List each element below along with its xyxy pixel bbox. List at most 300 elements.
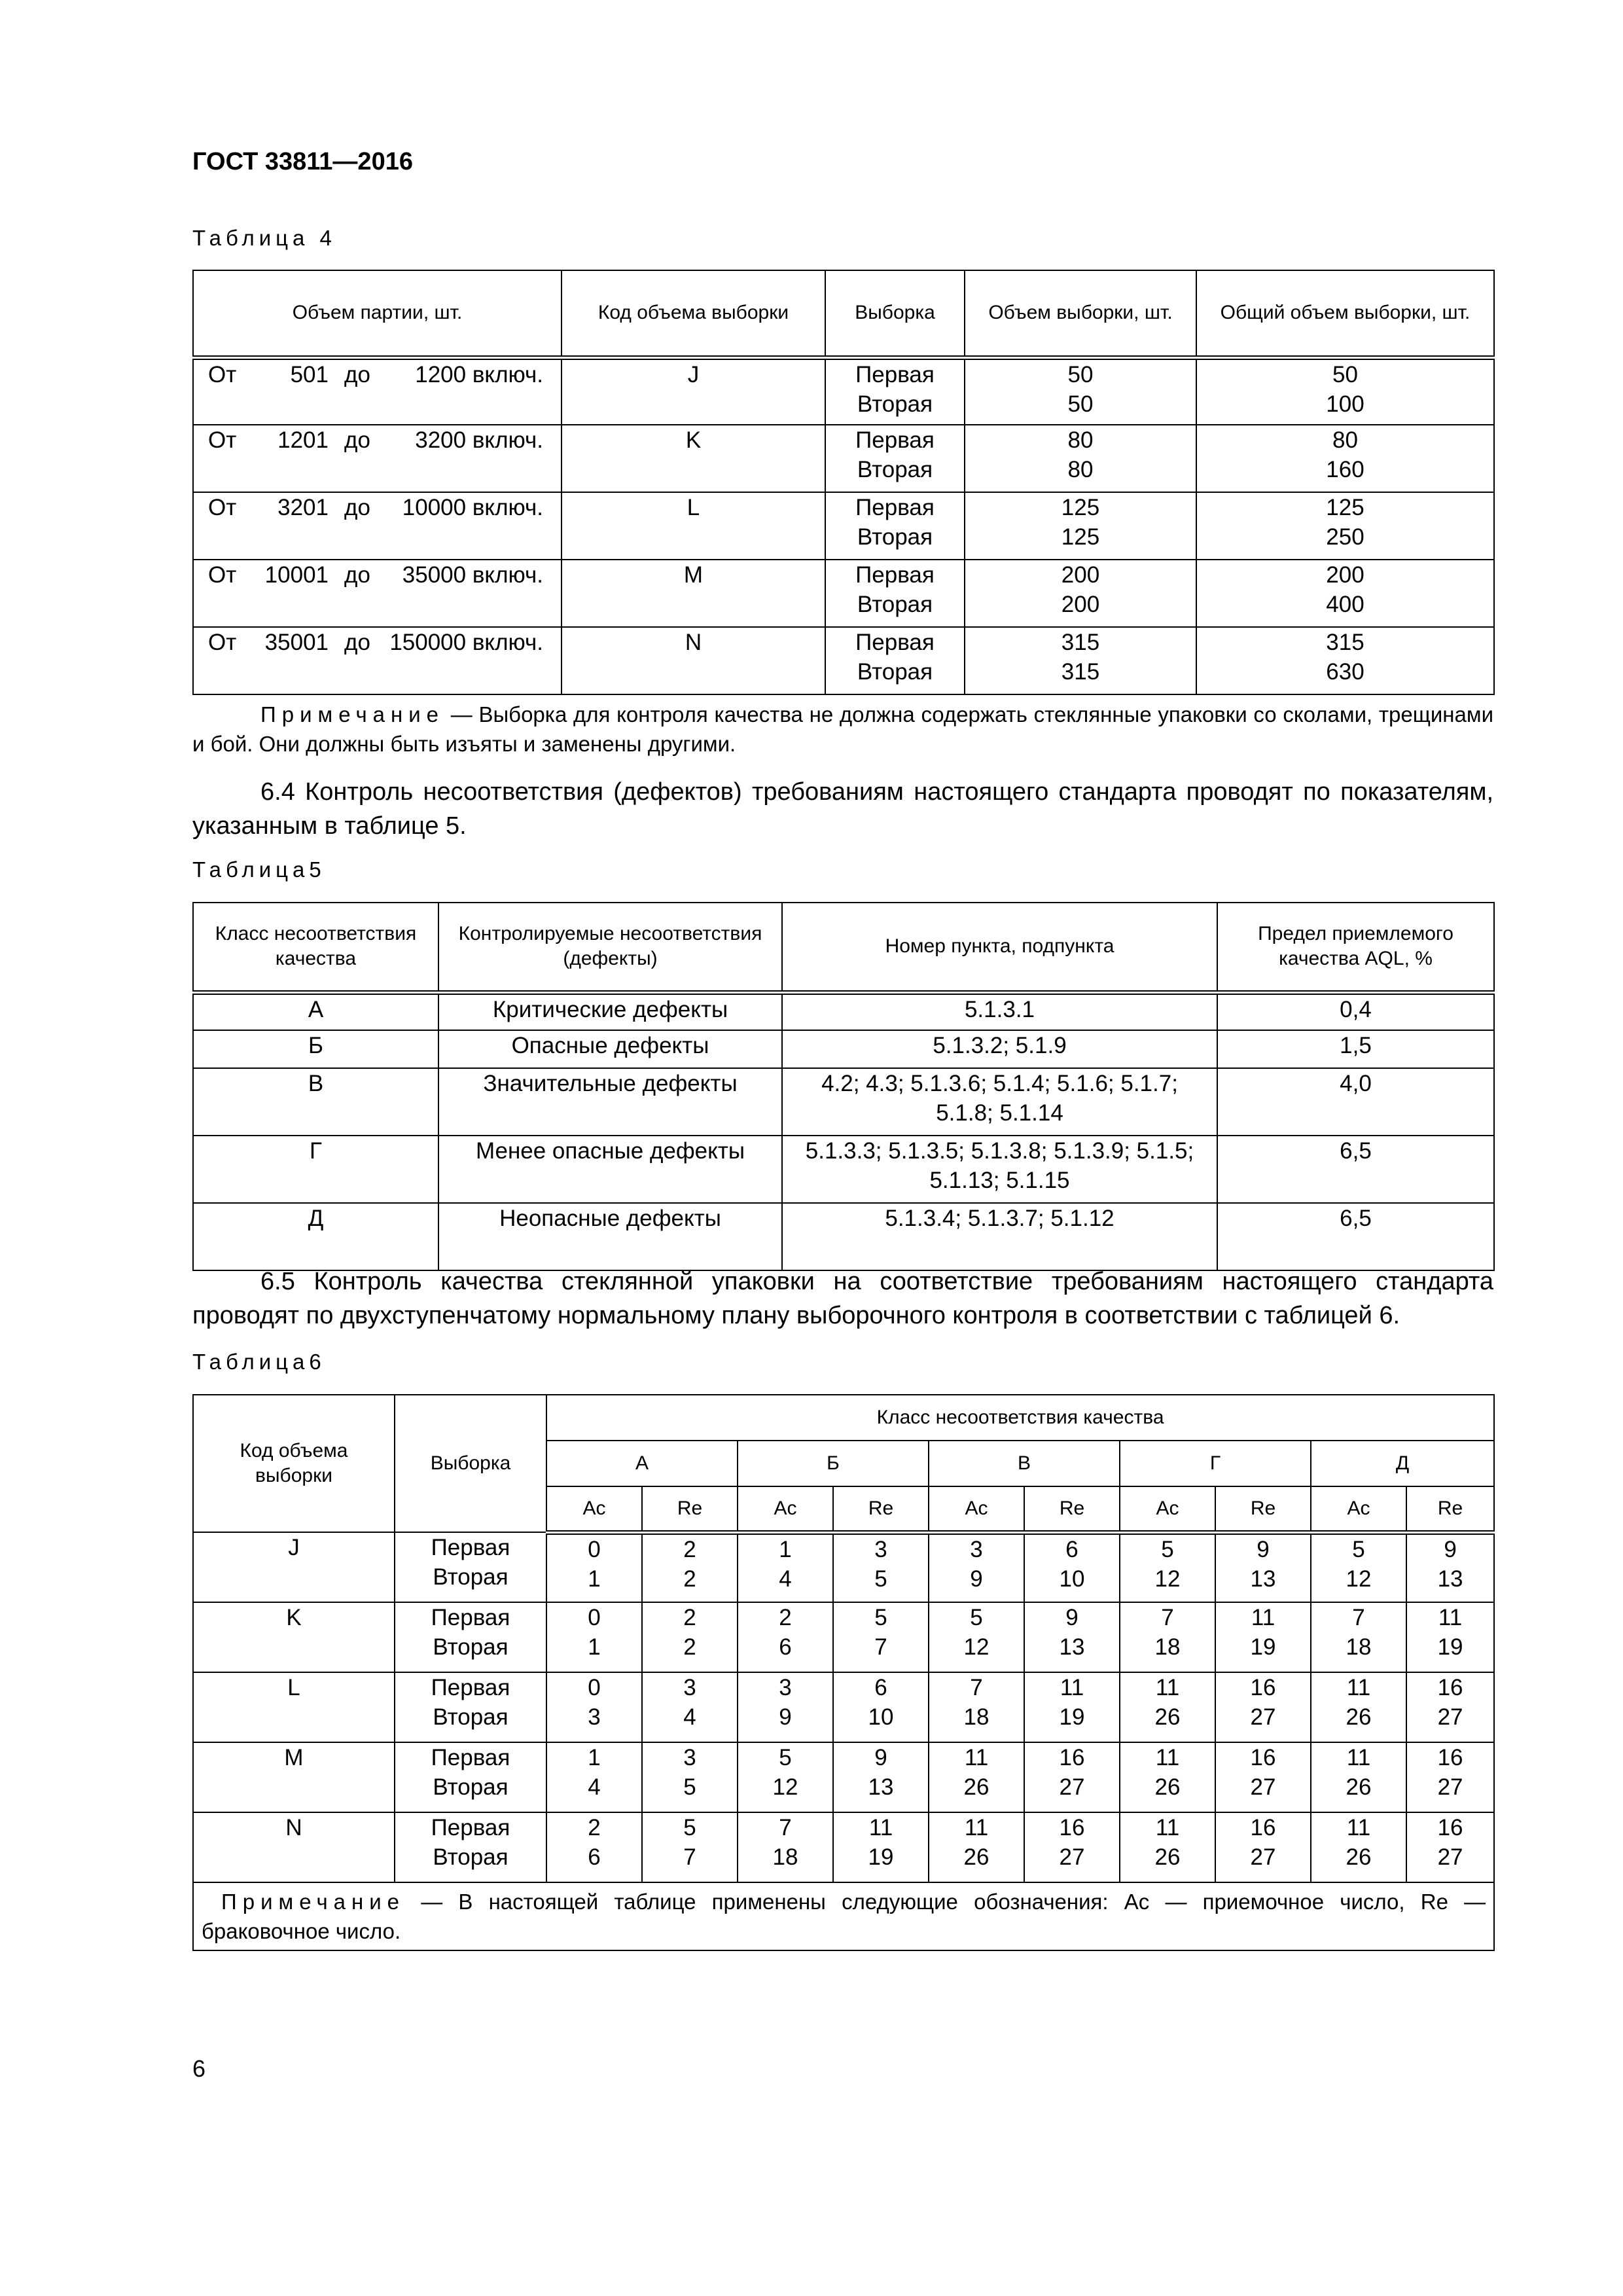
table6-re-header: Re — [642, 1486, 738, 1532]
table5-row — [193, 1136, 1494, 1203]
table6-value-second: 27 — [1437, 1844, 1463, 1870]
table4-sample-second: Вторая — [857, 659, 933, 685]
table4-total-size-first: 125 — [1326, 495, 1364, 520]
table6-class-header: Д — [1311, 1441, 1494, 1486]
table5-aql: 0,4 — [1217, 992, 1494, 1030]
table6-value-first: 3 — [970, 1536, 983, 1562]
table4-sample-size-first: 50 — [1067, 361, 1094, 387]
table4-sample — [825, 492, 965, 560]
table4-sample-size-second: 80 — [1067, 457, 1094, 482]
table6-ac-cell — [546, 1532, 642, 1602]
table6-value-first: 16 — [1250, 1815, 1276, 1840]
table6-value-first: 3 — [779, 1675, 792, 1700]
table6-re-cell — [1406, 1812, 1494, 1882]
table6-value-second: 26 — [1346, 1704, 1372, 1730]
table4-row — [193, 425, 1494, 492]
table6-re-cell — [833, 1672, 929, 1742]
table6-ac-header: Ac — [1120, 1486, 1215, 1532]
table6-sample-second: Вторая — [433, 1844, 508, 1870]
table6-value-first: 16 — [1437, 1815, 1463, 1840]
table6-ac-cell — [1311, 1812, 1406, 1882]
table4-col-sample-size: Объем выборки, шт. — [965, 270, 1196, 357]
table6-value-second: 12 — [963, 1634, 990, 1660]
table6-value-first: 2 — [588, 1815, 601, 1840]
table6-value-first: 11 — [1438, 1605, 1463, 1630]
table4-sample-size-first: 125 — [1061, 495, 1100, 520]
table4-total-size — [1196, 425, 1494, 492]
range-end: 10000 включ. — [402, 495, 543, 520]
table5-col-defects: Контролируемые несоответствия (дефекты) — [438, 903, 782, 992]
table4-total-size-second: 400 — [1326, 592, 1364, 617]
table6-value-second: 27 — [1437, 1704, 1463, 1730]
table6-re-cell — [1406, 1672, 1494, 1742]
table6-value-first: 16 — [1437, 1745, 1463, 1770]
table6-re-cell — [833, 1602, 929, 1672]
table6-value-second: 13 — [868, 1774, 894, 1800]
table4-lot-range — [193, 357, 562, 425]
table6-value-first: 5 — [1161, 1536, 1174, 1562]
table4-sample-first: Первая — [855, 630, 935, 655]
table6-value-second: 19 — [1437, 1634, 1463, 1660]
table4-sample-first: Первая — [855, 427, 935, 453]
table6-value-first: 9 — [874, 1745, 887, 1770]
table6-value-first: 7 — [1161, 1605, 1174, 1630]
table6-value-second: 1 — [588, 1566, 601, 1592]
table6-re-cell — [1406, 1602, 1494, 1672]
table6-value-second: 18 — [963, 1704, 990, 1730]
table6-sample-second: Вторая — [433, 1564, 508, 1590]
table4-total-size-first: 80 — [1332, 427, 1358, 453]
table4-total-size-second: 160 — [1326, 457, 1364, 482]
table5-col-items: Номер пункта, подпункта — [782, 903, 1217, 992]
table4-sample-second: Вторая — [857, 457, 933, 482]
table4-row — [193, 492, 1494, 560]
table5-aql: 6,5 — [1217, 1203, 1494, 1270]
table6-value-second: 27 — [1059, 1774, 1085, 1800]
table6-ac-cell — [1120, 1532, 1215, 1602]
table6-value-first: 5 — [779, 1745, 792, 1770]
range-to-word: до — [344, 495, 370, 520]
table6-value-first: 7 — [1352, 1605, 1365, 1630]
table6-sample — [395, 1532, 546, 1602]
document-header: ГОСТ 33811—2016 — [192, 148, 413, 175]
table6-ac-header: Ac — [546, 1486, 642, 1532]
table6-value-first: 3 — [683, 1675, 696, 1700]
table5-col-aql: Предел приемлемого качества AQL, % — [1217, 903, 1494, 992]
table6-value-second: 26 — [963, 1774, 990, 1800]
table6-value-second: 5 — [874, 1566, 887, 1592]
table6-re-cell — [1215, 1532, 1311, 1602]
table6-sample — [395, 1812, 546, 1882]
table6-value-second: 7 — [683, 1844, 696, 1870]
table6-value-first: 11 — [1155, 1815, 1180, 1840]
table5-defect: Критические дефекты — [438, 992, 782, 1030]
table5-class: Г — [193, 1136, 438, 1203]
table6-sample — [395, 1672, 546, 1742]
table4-lot-range — [193, 492, 562, 560]
table4-note-label: Примечание — [260, 702, 445, 726]
table4-total-size — [1196, 560, 1494, 627]
table5-items: 5.1.3.3; 5.1.3.5; 5.1.3.8; 5.1.3.9; 5.1.5; 5.1.13; 5.1.15 — [782, 1136, 1217, 1203]
range-end: 150000 включ. — [389, 630, 543, 655]
table4 — [192, 270, 1495, 695]
table6-value-second: 6 — [779, 1634, 792, 1660]
table6-row — [193, 1672, 1494, 1742]
table6-re-cell — [1024, 1532, 1120, 1602]
table5-class: Б — [193, 1030, 438, 1068]
table6-ac-cell — [929, 1672, 1024, 1742]
table5-aql: 1,5 — [1217, 1030, 1494, 1068]
table4-sample-first: Первая — [855, 495, 935, 520]
table6-sample-first: Первая — [431, 1605, 510, 1630]
table4-total-size-first: 50 — [1332, 361, 1358, 387]
table6-sample-second: Вторая — [433, 1774, 508, 1800]
table6-class-header: А — [546, 1441, 738, 1486]
table5-aql: 4,0 — [1217, 1068, 1494, 1136]
table6-value-first: 11 — [1346, 1675, 1371, 1700]
table6-value-second: 19 — [1059, 1704, 1085, 1730]
table6-value-second: 13 — [1437, 1566, 1463, 1592]
table4-sample-size — [965, 492, 1196, 560]
table6-value-first: 1 — [779, 1536, 792, 1562]
table6-value-first: 11 — [1155, 1675, 1180, 1700]
table6-value-first: 11 — [964, 1745, 989, 1770]
paragraph-6-5: 6.5 Контроль качества стеклянной упаковки на соответствие требованиям настоящего стандарта проводят по двухступенчатому нормальному плану выборочного контроля в соответствии с таблицей 6. — [192, 1268, 1493, 1329]
table4-sample-size — [965, 627, 1196, 694]
table6-value-second: 4 — [588, 1774, 601, 1800]
table4-sample-second: Вторая — [857, 391, 933, 417]
table6-value-first: 11 — [1346, 1815, 1371, 1840]
table6-ac-cell — [1311, 1742, 1406, 1812]
table6-re-cell — [642, 1812, 738, 1882]
table6-value-first: 5 — [970, 1605, 983, 1630]
table6-ac-cell — [929, 1812, 1024, 1882]
table6-value-second: 6 — [588, 1844, 601, 1870]
table5-class: А — [193, 992, 438, 1030]
table6-ac-cell — [929, 1532, 1024, 1602]
table6-value-first: 5 — [1352, 1536, 1365, 1562]
range-from-word: От — [208, 495, 237, 520]
table6-value-second: 1 — [588, 1634, 601, 1660]
table6-class-header: Б — [738, 1441, 929, 1486]
table6-ac-header: Ac — [1311, 1486, 1406, 1532]
table6-re-cell — [833, 1812, 929, 1882]
table6-note-text: — В настоящей таблице применены следующие обозначения: Ac — приемочное число, Re — браковочное число. — [202, 1890, 1486, 1943]
table6-re-cell — [833, 1532, 929, 1602]
table6-value-second: 9 — [970, 1566, 983, 1592]
table6-re-header: Re — [1406, 1486, 1494, 1532]
table6-value-second: 13 — [1250, 1566, 1276, 1592]
table6-re-cell — [1406, 1742, 1494, 1812]
table6-value-first: 11 — [1155, 1745, 1180, 1770]
table4-sample-second: Вторая — [857, 524, 933, 550]
table6-value-second: 27 — [1250, 1774, 1276, 1800]
table6-ac-cell — [1311, 1532, 1406, 1602]
table6-value-second: 26 — [1154, 1704, 1181, 1730]
table5-defect: Неопасные дефекты — [438, 1203, 782, 1270]
table4-col-total-size: Общий объем выборки, шт. — [1196, 270, 1494, 357]
range-to-word: до — [344, 427, 370, 453]
table6-value-first: 0 — [588, 1605, 601, 1630]
table4-total-size — [1196, 357, 1494, 425]
table4-lot-range — [193, 560, 562, 627]
table4-header-row — [193, 270, 1494, 357]
table6-re-cell — [642, 1602, 738, 1672]
table6-ac-cell — [738, 1672, 833, 1742]
table4-total-size — [1196, 627, 1494, 694]
table4-sample-size-second: 50 — [1067, 391, 1094, 417]
table4-sample-size-second: 125 — [1061, 524, 1100, 550]
table6-value-second: 13 — [1059, 1634, 1085, 1660]
table5-items: 5.1.3.1 — [782, 992, 1217, 1030]
table4-code: M — [562, 560, 825, 627]
table6-value-first: 9 — [1444, 1536, 1457, 1562]
table4-sample — [825, 425, 965, 492]
range-start: 3201 — [277, 495, 329, 520]
table4-total-size-first: 315 — [1326, 630, 1364, 655]
table6-value-second: 26 — [1154, 1844, 1181, 1870]
table5-class: В — [193, 1068, 438, 1136]
table6-note — [193, 1882, 1494, 1950]
table4-col-lot-size: Объем партии, шт. — [193, 270, 562, 357]
table5-items: 5.1.3.2; 5.1.9 — [782, 1030, 1217, 1068]
table4-sample-size — [965, 357, 1196, 425]
table6-row — [193, 1602, 1494, 1672]
table5-row — [193, 1068, 1494, 1136]
table6-header-row-1 — [193, 1395, 1494, 1441]
table6-ac-cell — [929, 1742, 1024, 1812]
table6-value-second: 26 — [1154, 1774, 1181, 1800]
table4-row — [193, 357, 1494, 425]
table6-row — [193, 1742, 1494, 1812]
table6-ac-cell — [546, 1672, 642, 1742]
table6-sample-first: Первая — [431, 1815, 510, 1840]
table6-note-label: Примечание — [221, 1890, 406, 1914]
table4-sample-first: Первая — [855, 361, 935, 387]
table4-caption: Таблица 4 — [192, 226, 336, 250]
table6-ac-cell — [1311, 1602, 1406, 1672]
table5-aql: 6,5 — [1217, 1136, 1494, 1203]
table6-value-first: 11 — [1251, 1605, 1275, 1630]
table6-value-first: 6 — [1065, 1536, 1079, 1562]
table6-value-first: 2 — [779, 1605, 792, 1630]
table4-col-code: Код объема выборки — [562, 270, 825, 357]
table6-ac-cell — [1120, 1672, 1215, 1742]
range-start: 501 — [290, 361, 329, 387]
table5-row — [193, 1030, 1494, 1068]
table6-value-second: 4 — [683, 1704, 696, 1730]
table6-value-first: 0 — [588, 1675, 601, 1700]
table6-re-cell — [1215, 1742, 1311, 1812]
table6-value-second: 12 — [1346, 1566, 1372, 1592]
table6-sample-second: Вторая — [433, 1634, 508, 1660]
table6-value-first: 16 — [1059, 1745, 1085, 1770]
table6-value-first: 7 — [779, 1815, 792, 1840]
table6-sample-first: Первая — [431, 1745, 510, 1770]
table6-value-first: 2 — [683, 1605, 696, 1630]
table6-code: K — [193, 1602, 395, 1672]
table6-sample — [395, 1742, 546, 1812]
table4-sample — [825, 357, 965, 425]
table5-row — [193, 992, 1494, 1030]
table4-sample-size — [965, 560, 1196, 627]
table4-sample — [825, 627, 965, 694]
table4-sample-size-second: 315 — [1061, 659, 1100, 685]
table6-value-first: 16 — [1250, 1745, 1276, 1770]
table4-col-sample: Выборка — [825, 270, 965, 357]
table4-sample-size-first: 315 — [1061, 630, 1100, 655]
table6-value-first: 11 — [868, 1815, 893, 1840]
table6-sample-first: Первая — [431, 1535, 510, 1560]
table5-items: 5.1.3.4; 5.1.3.7; 5.1.12 — [782, 1203, 1217, 1270]
table6-code: L — [193, 1672, 395, 1742]
range-to-word: до — [344, 630, 370, 655]
paragraph-6-4: 6.4 Контроль несоответствия (дефектов) требованиям настоящего стандарта проводят по показателям, указанным в таблице 5. — [192, 778, 1493, 840]
table4-total-size-second: 100 — [1326, 391, 1364, 417]
table5-defect: Значительные дефекты — [438, 1068, 782, 1136]
table6-re-cell — [642, 1672, 738, 1742]
range-end: 1200 включ. — [415, 361, 543, 387]
table6-ac-cell — [738, 1532, 833, 1602]
table6-value-second: 26 — [1346, 1844, 1372, 1870]
table4-code: N — [562, 627, 825, 694]
table6-value-first: 5 — [874, 1605, 887, 1630]
table6-col-sample: Выборка — [395, 1395, 546, 1532]
table6-ac-cell — [929, 1602, 1024, 1672]
table5-caption: Таблица5 — [192, 857, 326, 882]
range-from-word: От — [208, 630, 237, 655]
table6-value-first: 7 — [970, 1675, 983, 1700]
table6-value-first: 0 — [588, 1536, 601, 1562]
table6-code: J — [193, 1532, 395, 1602]
range-from-word: От — [208, 562, 237, 588]
table6-ac-cell — [1120, 1602, 1215, 1672]
table6-ac-cell — [738, 1602, 833, 1672]
table4-sample — [825, 560, 965, 627]
table6-value-second: 4 — [779, 1566, 792, 1592]
table6-re-cell — [1024, 1812, 1120, 1882]
table6-re-cell — [1215, 1672, 1311, 1742]
table6-value-first: 3 — [683, 1745, 696, 1770]
table6-sample — [395, 1602, 546, 1672]
table6-code: M — [193, 1742, 395, 1812]
table6-re-header: Re — [833, 1486, 929, 1532]
table6-value-second: 26 — [1346, 1774, 1372, 1800]
table6-value-first: 3 — [874, 1536, 887, 1562]
table4-total-size-first: 200 — [1326, 562, 1364, 588]
table4-sample-first: Первая — [855, 562, 935, 588]
table6-ac-cell — [738, 1742, 833, 1812]
table5-col-class: Класс несоответствия качества — [193, 903, 438, 992]
table6-caption: Таблица6 — [192, 1350, 326, 1374]
table6-value-second: 27 — [1250, 1704, 1276, 1730]
page-number: 6 — [192, 2055, 206, 2082]
table6-value-second: 27 — [1437, 1774, 1463, 1800]
table6-value-first: 5 — [683, 1815, 696, 1840]
table4-row — [193, 560, 1494, 627]
table6-re-cell — [1024, 1672, 1120, 1742]
range-to-word: до — [344, 562, 370, 588]
table6-value-second: 10 — [1059, 1566, 1085, 1592]
table6-sample-first: Первая — [431, 1675, 510, 1700]
table6-group-header: Класс несоответствия качества — [546, 1395, 1494, 1441]
table4-sample-size-first: 200 — [1061, 562, 1100, 588]
table6-value-second: 19 — [1250, 1634, 1276, 1660]
table6-class-header: Г — [1120, 1441, 1311, 1486]
table6-ac-cell — [1120, 1812, 1215, 1882]
table5-row — [193, 1203, 1494, 1270]
table5 — [192, 902, 1495, 1271]
table6-value-first: 9 — [1257, 1536, 1270, 1562]
table6-value-second: 26 — [963, 1844, 990, 1870]
table6-re-cell — [1024, 1602, 1120, 1672]
table6-value-second: 18 — [1154, 1634, 1181, 1660]
table4-code: L — [562, 492, 825, 560]
table4-sample-size-second: 200 — [1061, 592, 1100, 617]
table4-row — [193, 627, 1494, 694]
table6 — [192, 1394, 1495, 1951]
table6-re-cell — [642, 1532, 738, 1602]
table5-defect: Менее опасные дефекты — [438, 1136, 782, 1203]
table6-ac-cell — [1120, 1742, 1215, 1812]
table6-value-first: 11 — [1060, 1675, 1084, 1700]
table6-value-first: 6 — [874, 1675, 887, 1700]
range-start: 10001 — [264, 562, 329, 588]
table6-class-header: В — [929, 1441, 1120, 1486]
table6-value-first: 9 — [1065, 1605, 1079, 1630]
table5-defect: Опасные дефекты — [438, 1030, 782, 1068]
range-from-word: От — [208, 427, 237, 453]
table6-ac-cell — [1311, 1672, 1406, 1742]
table6-value-second: 2 — [683, 1566, 696, 1592]
table6-ac-cell — [546, 1602, 642, 1672]
table4-note — [192, 700, 1493, 759]
range-end: 35000 включ. — [402, 562, 543, 588]
table6-value-second: 3 — [588, 1704, 601, 1730]
table6-row — [193, 1532, 1494, 1602]
table6-ac-cell — [738, 1812, 833, 1882]
table6-re-cell — [1406, 1532, 1494, 1602]
table6-value-first: 16 — [1059, 1815, 1085, 1840]
table6-code: N — [193, 1812, 395, 1882]
table6-re-cell — [1215, 1812, 1311, 1882]
table4-sample-size — [965, 425, 1196, 492]
table6-value-second: 27 — [1059, 1844, 1085, 1870]
table6-ac-cell — [546, 1812, 642, 1882]
table6-row — [193, 1812, 1494, 1882]
table6-value-second: 9 — [779, 1704, 792, 1730]
table6-re-cell — [1215, 1602, 1311, 1672]
table5-items: 4.2; 4.3; 5.1.3.6; 5.1.4; 5.1.6; 5.1.7; 5.1.8; 5.1.14 — [782, 1068, 1217, 1136]
table6-re-header: Re — [1215, 1486, 1311, 1532]
table6-value-first: 1 — [588, 1745, 601, 1770]
table6-value-second: 27 — [1250, 1844, 1276, 1870]
table6-re-header: Re — [1024, 1486, 1120, 1532]
range-start: 1201 — [277, 427, 329, 453]
table6-value-second: 5 — [683, 1774, 696, 1800]
table4-code: K — [562, 425, 825, 492]
table6-value-second: 18 — [772, 1844, 798, 1870]
range-to-word: до — [344, 361, 370, 387]
table5-class: Д — [193, 1203, 438, 1270]
range-start: 35001 — [264, 630, 329, 655]
table6-value-second: 12 — [1154, 1566, 1181, 1592]
table4-total-size-second: 250 — [1326, 524, 1364, 550]
table6-value-second: 18 — [1346, 1634, 1372, 1660]
table6-value-second: 19 — [868, 1844, 894, 1870]
table4-lot-range — [193, 627, 562, 694]
table6-re-cell — [1024, 1742, 1120, 1812]
